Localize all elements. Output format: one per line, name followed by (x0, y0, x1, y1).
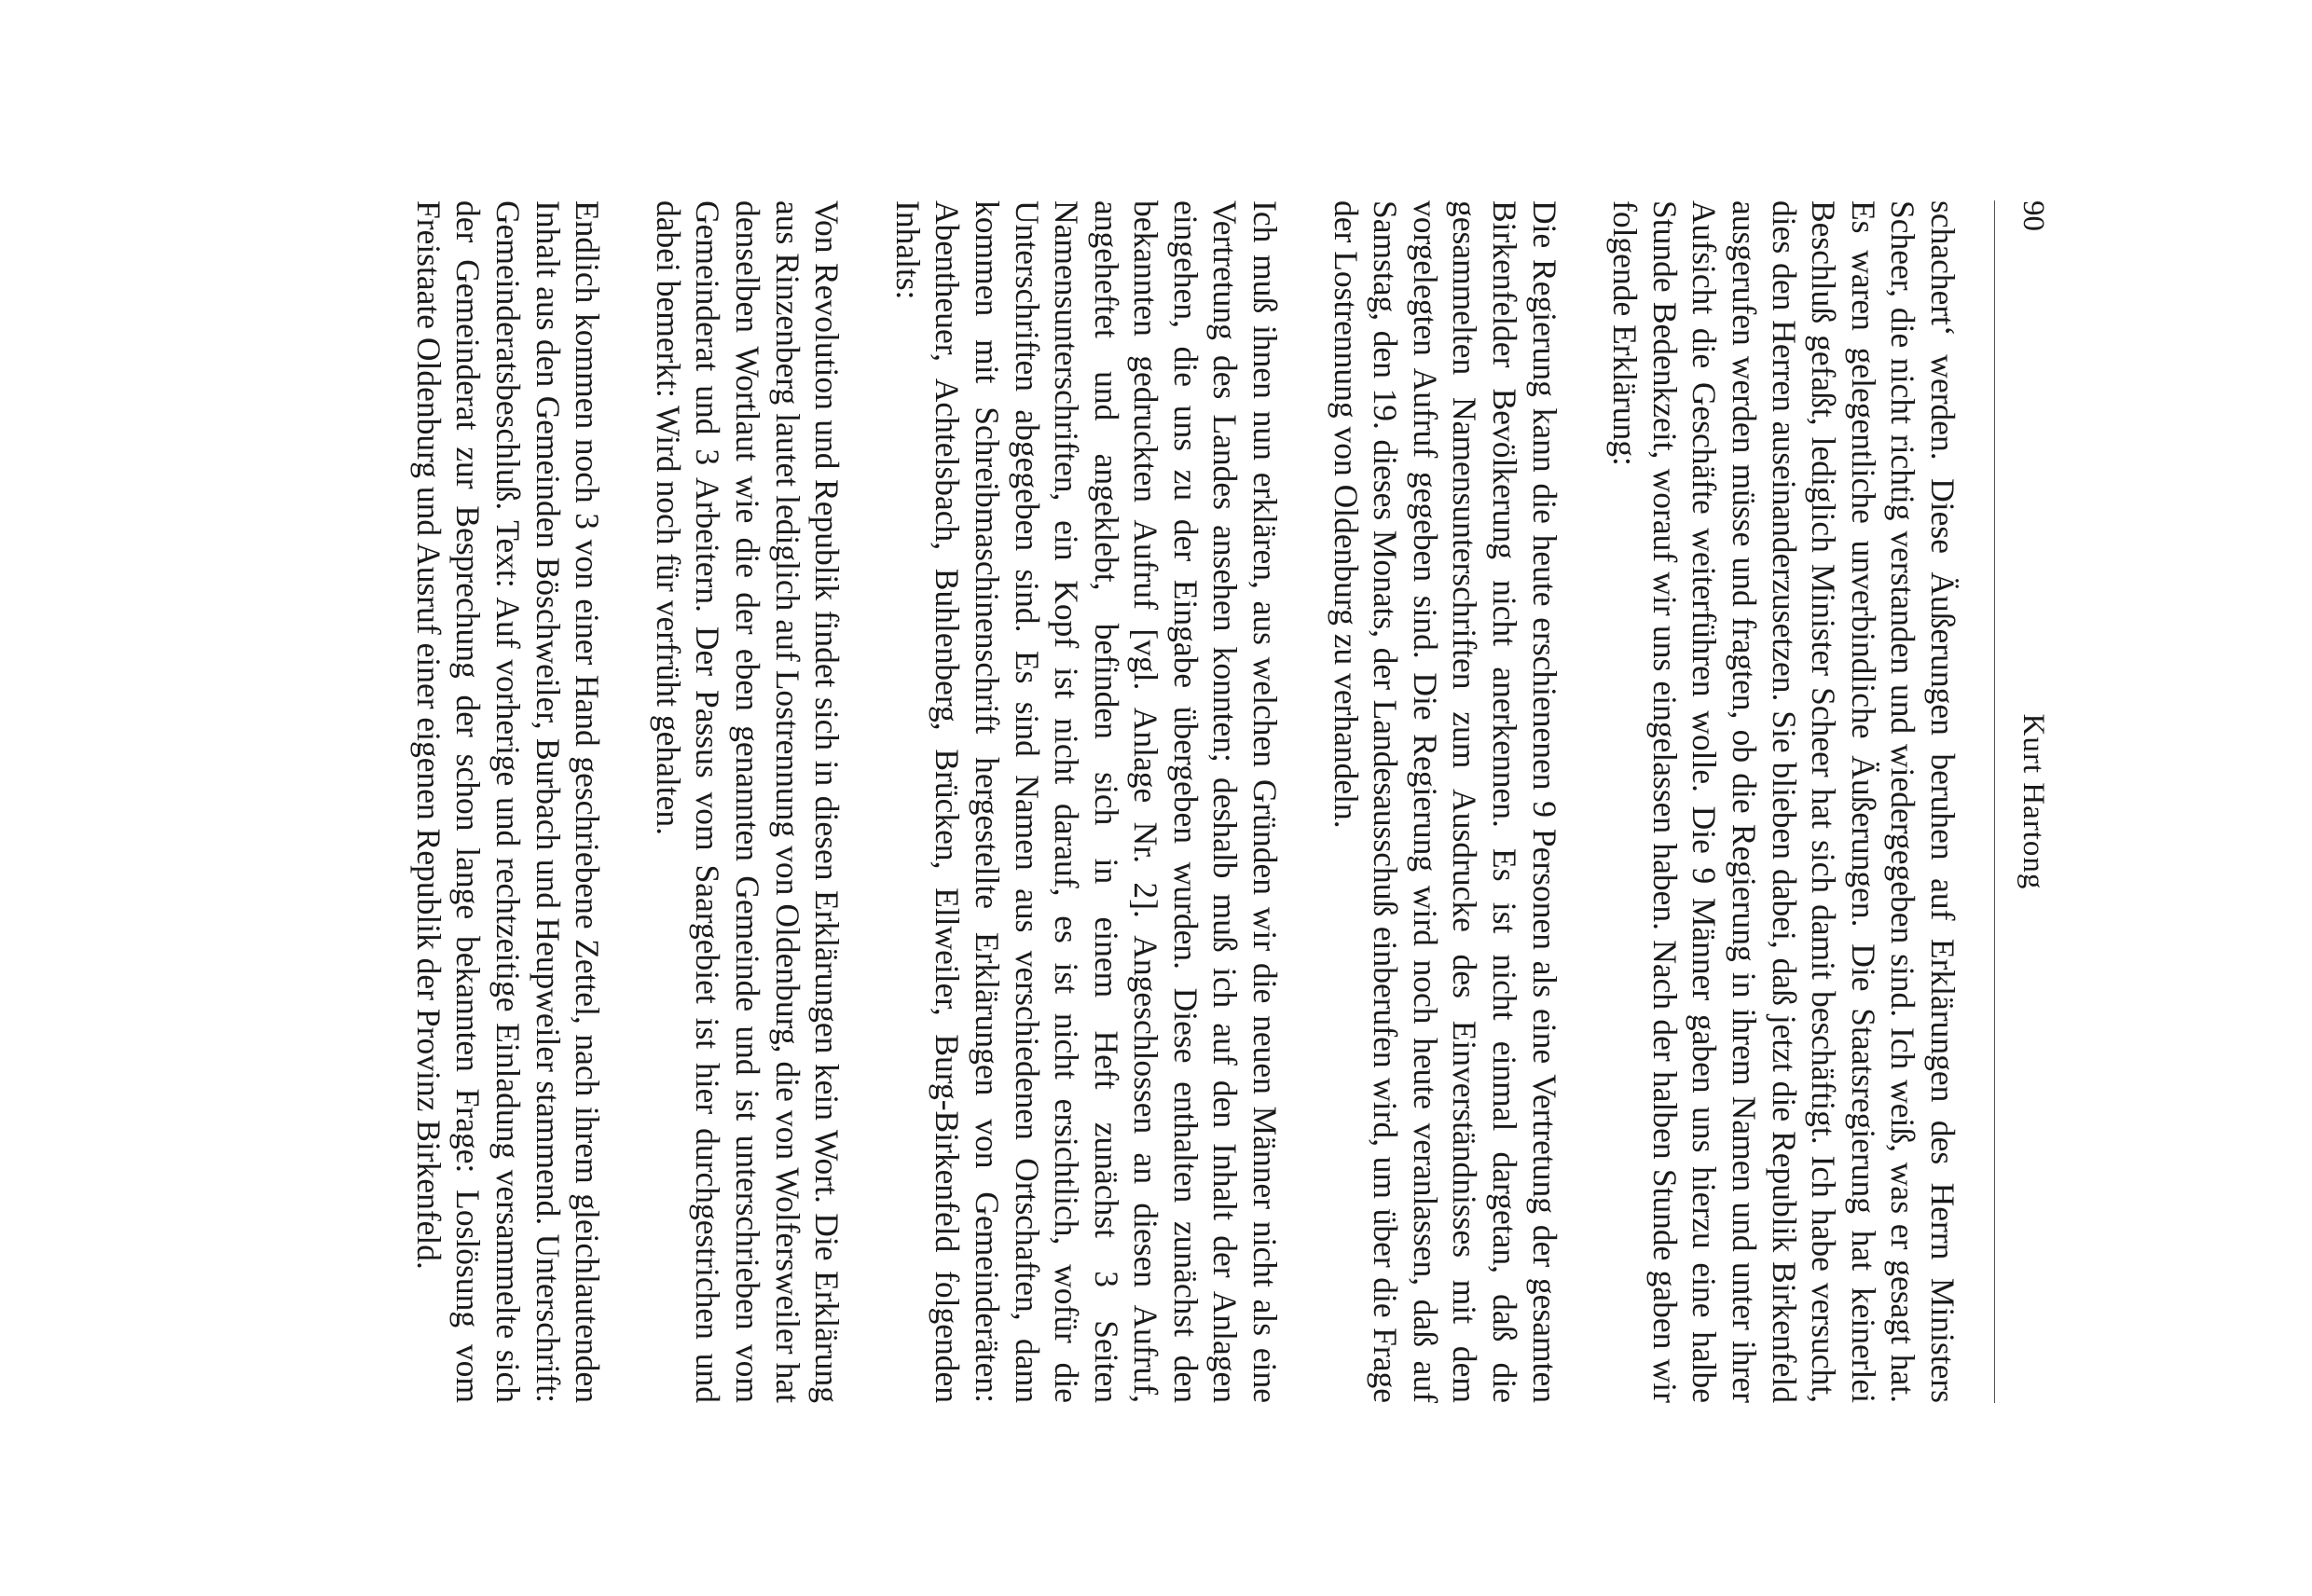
page-body (408, 200, 1994, 1403)
page-header (1994, 200, 2060, 1403)
running-head: Kurt Hartong (2016, 713, 2050, 890)
paragraph: Von Revolution und Republik findet sich in diesen Erklärungen kein Wort. Die Erklärung aus Rinzenberg lautet lediglich auf Lostrennung von Oldenburg, die von Wolfersweiler hat denselben Wortlaut wie die der eben genannten Gemeinde und ist unterschrieben vom Gemeinderat und 3 Arbeitern. Der Passus vom Saargebiet ist hier durchgestrichen und dabei bemerkt: Wird noch für verfrüht gehalten. (649, 200, 846, 1403)
page-number: 90 (2016, 200, 2050, 231)
paragraph: Die Regierung kann die heute erschienenen 9 Personen als eine Vertretung der gesamten Birkenfelder Bevölkerung nicht anerkennen. Es ist nicht einmal dargetan, daß die gesammelten Namensunterschriften zum Ausdrucke des Einverständnisses mit dem vorgelegten Aufruf gegeben sind. Die Regierung wird noch heute veranlassen, daß auf Samstag, den 19. dieses Monats, der Landesausschuß einberufen wird, um über die Frage der Lostrennung von Oldenburg zu verhandeln. (1327, 200, 1563, 1403)
rotated-text-block (233, 200, 2060, 1403)
paragraph: Ich muß ihnen nun erklären, aus welchen Gründen wir die neuen Männer nicht als eine Vertretung des Landes ansehen konnten; deshalb muß ich auf den Inhalt der Anlagen eingehen, die uns zu der Eingabe übergeben wurden. Diese enthalten zunächst den bekannten gedruckten Aufruf [vgl. Anlage Nr. 2]. Angeschlossen an diesen Aufruf, angeheftet und angeklebt, befinden sich in einem Heft zunächst 3 Seiten Namensunterschriften, ein Kopf ist nicht darauf, es ist nicht ersichtlich, wofür die Unterschriften abgegeben sind. Es sind Namen aus verschiedenen Ortschaften, dann kommen mit Schreibmaschinenschrift hergestellte Erklärungen von Gemeinderäten: Abentheuer, Achtelsbach, Buhlenberg, Brücken, Ellweiler, Burg-Birkenfeld folgenden Inhalts: (888, 200, 1285, 1403)
paragraph: schachert‘ werden. Diese Äußerungen beruhen auf Erklärungen des Herrn Ministers Scheer, die nicht richtig verstanden und wiedergegeben sind. Ich weiß, was er gesagt hat. Es waren gelegentliche unverbindliche Äußerungen. Die Staatsregierung hat keinerlei Beschluß gefaßt, lediglich Minister Scheer hat sich damit beschäftigt. Ich habe versucht, dies den Herren auseinanderzusetzen. Sie blieben dabei, daß jetzt die Republik Birkenfeld ausgerufen werden müsse und fragten, ob die Regierung in ihrem Namen und unter ihrer Aufsicht die Geschäfte weiterführen wolle. Die 9 Männer gaben uns hierzu eine halbe Stunde Bedenkzeit, worauf wir uns eingelassen haben. Nach der halben Stunde gaben wir folgende Erklärung: (1606, 200, 1961, 1403)
paragraph: Endlich kommen noch 3 von einer Hand geschriebene Zettel, nach ihrem gleichlautenden Inhalt aus den Gemeinden Böschweiler, Burbach und Heupweiler stammend. Unterschrift: Gemeinderatsbeschluß. Text: Auf vorherige und rechtzeitige Einladung versammelte sich der Gemeinderat zur Besprechung der schon lange bekannten Frage: Loslösung vom Freistaate Oldenburg und Ausruf einer eigenen Republik der Provinz Birkenfeld. (409, 200, 607, 1403)
